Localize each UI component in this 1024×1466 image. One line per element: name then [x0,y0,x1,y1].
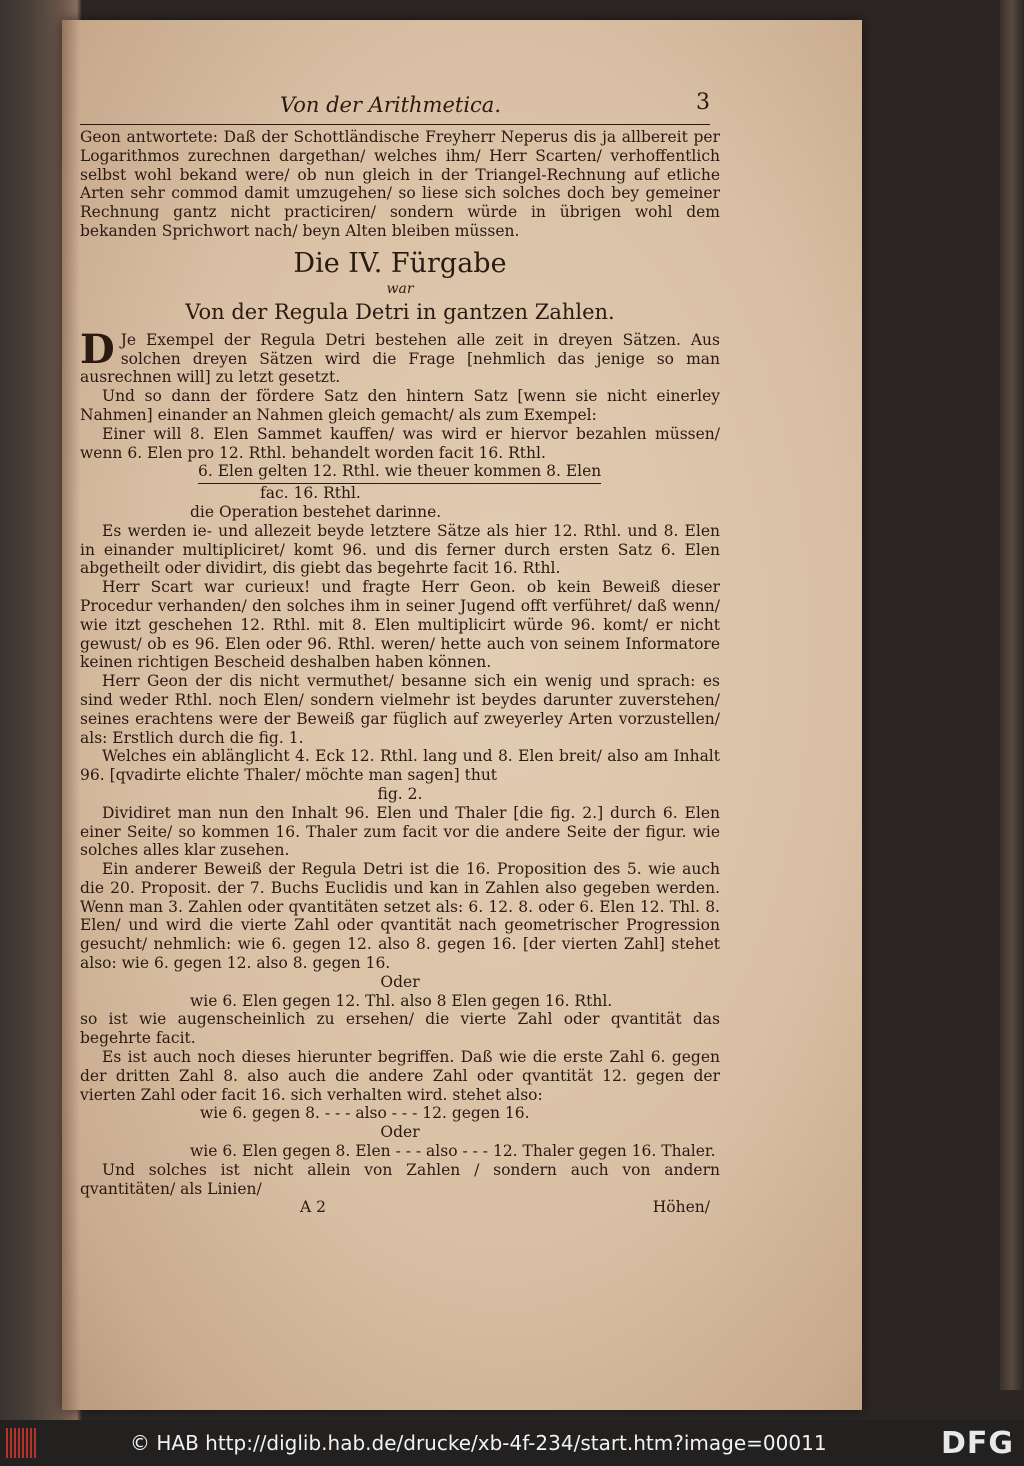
section-connector: war [386,280,414,297]
paragraph-intro-text: Je Exempel der Regula Detri bestehen alle zeit in dreyen Sätzen. Aus solchen dreyen Sätzen wird die Frage [nehmlich das jenige so man ausrechnen will] zu letzt gesetzt. [80,330,720,387]
dfg-logo[interactable]: DFG [940,1426,1014,1461]
section-subheading: Von der Regula Detri in gantzen Zahlen. [185,299,615,324]
copyright-link[interactable]: © HAB http://diglib.hab.de/drucke/xb-4f-234/start.htm?image=00011 [130,1431,827,1455]
paragraph: Einer will 8. Elen Sammet kauffen/ was wird er hiervor bezahlen müssen/ wenn 6. Elen pro 12. Rthl. behandelt worden facit 16. Rthl. [80,424,720,462]
example-line: wie 6. Elen gegen 12. Thl. also 8 Elen gegen 16. Rthl. [190,991,613,1010]
paragraph: Welches ein ablänglicht 4. Eck 12. Rthl. lang und 8. Elen breit/ also am Inhalt 96. [qvadirte elichte Thaler/ möchte man sagen] thut [80,747,720,785]
paragraph: Dividiret man nun den Inhalt 96. Elen und Thaler [die fig. 2.] durch 6. Elen einer Seite/ so kommen 16. Thaler zum facit vor die andere Seite der figur. wie solches alles klar zusehen. [80,803,720,860]
oder-separator: Oder [380,972,420,991]
paragraph: Und so dann der fördere Satz den hintern Satz [wenn sie nicht einerley Nahmen] einander an Nahmen gleich gemacht/ als zum Exempel: [80,387,720,424]
operation-caption: die Operation bestehet darinne. [190,502,442,521]
paragraph: Herr Scart war curieux! und fragte Herr Geon. ob kein Beweiß dieser Procedur verhanden/ den solches ihm in seiner Jugend offt verführet/ daß wenn/ wie itzt geschehen 12. Rthl. mit 8. Elen multiplicirt würde 96. komt/ er nicht gewust/ ob es 96. Elen oder 96. Rthl. weren/ hette auch von seinem Informatore keinen richtigen Bescheid deshalben haben können. [80,578,720,672]
viewer-footer-bar [0,1420,1024,1466]
paragraph: Und solches ist nicht allein von Zahlen / sondern auch von andern qvantitäten/ als Linien/ [80,1160,720,1198]
paragraph-intro [80,325,720,387]
signature-mark: A 2 [300,1198,326,1217]
header-rule [80,124,710,125]
paragraph: Ein anderer Beweiß der Regula Detri ist die 16. Proposition des 5. wie auch die 20. Proposit. der 7. Buchs Euclidis und kan in Zahlen also gegeben werden. Wenn man 3. Zahlen oder qvantitäten setzet als: 6. 12. 8. oder 6. Elen 12. Thl. 8. Elen/ und wird die vierte Zahl oder qvantität nach geometrischer Progression gesucht/ nehmlich: wie 6. gegen 12. also 8. gegen 16. [der vierten Zahl] stehet also: wie 6. gegen 12. also 8. gegen 16. [80,860,720,973]
paragraph-geon-answer: Geon antwortete: Daß der Schottländische Freyherr Neperus dis ja allbereit per Logarithmos zurechnen dargethan/ welches ihm/ Herr Scarten/ verhoffentlich selbst wohl bekand were/ ob nun gleich in der Triangel-Rechnung auf etliche Arten sehr commod damit umzugehen/ so liese sich solches doch bey gemeiner Rechnung gantz nicht practiciren/ sondern würde in übrigen wohl dem bekanden Sprichwort nach/ beyn Alten bleiben müssen. [80,128,720,240]
hab-logo-icon [6,1428,38,1458]
example-statement: 6. Elen gelten 12. Rthl. wie theuer kommen 8. Elen [198,462,601,484]
example-line: wie 6. gegen 8. - - - also - - - 12. gegen 16. [200,1104,530,1123]
page-number: 3 [696,90,710,115]
example-line: wie 6. Elen gegen 8. Elen - - - also - - - 12. Thaler gegen 16. Thaler. [190,1142,716,1161]
paragraph: Herr Geon der dis nicht vermuthet/ besanne sich ein wenig und sprach: es sind weder Rthl. noch Elen/ sondern vielmehr ist beydes darunter zuverstehen/ seines erachtens were der Beweiß gar füglich auf zweyerley Arten vorzustellen/ als: Erstlich durch die fig. 1. [80,672,720,747]
next-page-edge [1000,0,1024,1390]
example-facit: fac. 16. Rthl. [260,484,361,503]
catchword: Höhen/ [652,1198,710,1217]
page-text [80,90,720,1218]
running-header [80,90,720,128]
section-heading: Die IV. Fürgabe [293,247,507,279]
oder-separator: Oder [380,1123,420,1142]
figure-label: fig. 2. [377,784,423,803]
page-footer [80,1198,720,1218]
paragraph: so ist wie augenscheinlich zu ersehen/ die vierte Zahl oder qvantität das begehrte facit. [80,1010,720,1048]
drop-cap: D [80,325,115,373]
paragraph: Es werden ie- und allezeit beyde letztere Sätze als hier 12. Rthl. und 8. Elen in einander multipliciret/ komt 96. und dis ferner durch ersten Satz 6. Elen abgetheilt oder dividirt, dis giebt das begehrte facit 16. Rthl. [80,521,720,578]
running-title: Von der Arithmetica. [280,93,502,117]
example-line [80,462,720,484]
page-gutter-shadow [62,20,80,1410]
paragraph: Es ist auch noch dieses hierunter begriffen. Daß wie die erste Zahl 6. gegen der dritten Zahl 8. also auch die andere Zahl oder qvantität 12. gegen der vierten Zahl oder facit 16. sich verhalten wird. stehet also: [80,1048,720,1104]
